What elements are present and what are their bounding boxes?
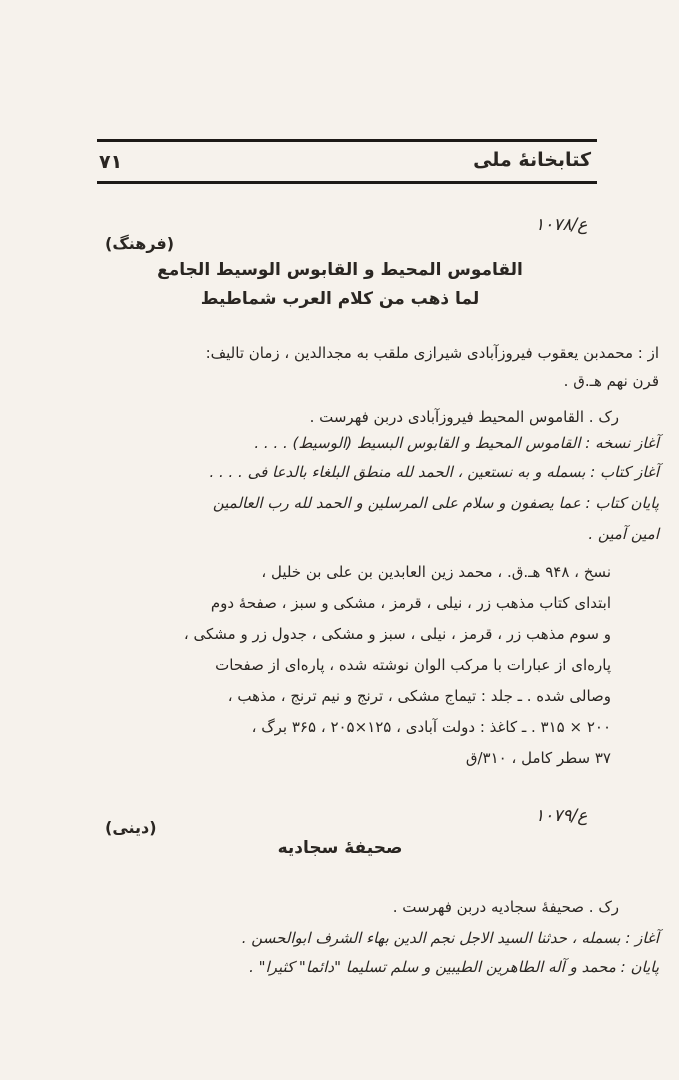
running-header: [97, 145, 597, 179]
header-top-rule: [97, 139, 597, 142]
header-bottom-rule: [97, 181, 597, 184]
entry-category: (فرهنگ): [105, 234, 175, 253]
physical-description-line: ۲۰۰ × ۳۱۵ . ـ کاغذ : دولت آبادی ، ۱۲۵×۲۰۵ ، ۳۶۵ برگ ،: [251, 718, 611, 736]
entry-title: القاموس المحیط و القابوس الوسیط الجامع: [157, 260, 523, 280]
copy-beginning: آغاز نسخه : القاموس المحیط و القابوس البسیط (الوسیط) . . . .: [254, 434, 659, 452]
entry-title: صحیفهٔ سجادیه: [277, 838, 403, 858]
entry-category: (دینی): [105, 818, 157, 837]
entry-number: ۱۰۷۹/ع: [535, 806, 588, 826]
entry-title-continued: لما ذهب من کلام العرب شماطیط: [200, 289, 480, 309]
physical-description-line: ابتدای کتاب مذهب زر ، نیلی ، قرمز ، مشکی و سبز ، صفحهٔ دوم: [210, 594, 611, 612]
book-end: پایان کتاب : عما یصفون و سلام علی المرسلین و الحمد لله رب العالمین: [212, 494, 659, 512]
physical-description-line: نسخ ، ۹۴۸ هـ.ق. ، محمد زین العابدین بن علی بن خلیل ،: [261, 563, 611, 581]
book-end-continued: امین آمین .: [588, 525, 659, 543]
physical-description-line: وصالی شده . ـ جلد : تیماج مشکی ، ترنج و نیم ترنج ، مذهب ،: [227, 687, 611, 705]
author-line: از : محمدبن یعقوب فیروزآبادی شیرازی ملقب به مجدالدین ، زمان تالیف:: [205, 344, 659, 362]
book-beginning: آغاز کتاب : بسمله و به نستعین ، الحمد لله منطق البلغاء بالدعا فی . . . .: [209, 463, 659, 481]
physical-description-line: پاره‌ای از عبارات با مرکب الوان نوشته شده ، پاره‌ای از صفحات: [215, 656, 611, 674]
entry-number: ۱۰۷۸/ع: [535, 215, 588, 235]
text-beginning: آغاز : بسمله ، حدثنا السید الاجل نجم الدین بهاء الشرف ابوالحسن .: [241, 929, 659, 947]
reference-line: رک . القاموس المحیط فیروزآبادی دربن فهرست .: [309, 408, 619, 426]
author-line-continued: قرن نهم هـ.ق .: [563, 372, 659, 390]
physical-description-line: و سوم مذهب زر ، قرمز ، نیلی ، سبز و مشکی ، جدول زر و مشکی ،: [183, 625, 611, 643]
text-end: پایان : محمد و آله الطاهرین الطیبین و سلم تسلیما "دائما" کثیرا" .: [249, 958, 659, 976]
reference-line: رک . صحیفهٔ سجادیه دربن فهرست .: [392, 898, 619, 916]
page-number: ۷۱: [99, 151, 123, 173]
library-name: کتابخانهٔ ملی: [473, 149, 591, 171]
physical-description-line: ۳۷ سطر کامل ، ۳۱۰/ق: [465, 749, 611, 767]
